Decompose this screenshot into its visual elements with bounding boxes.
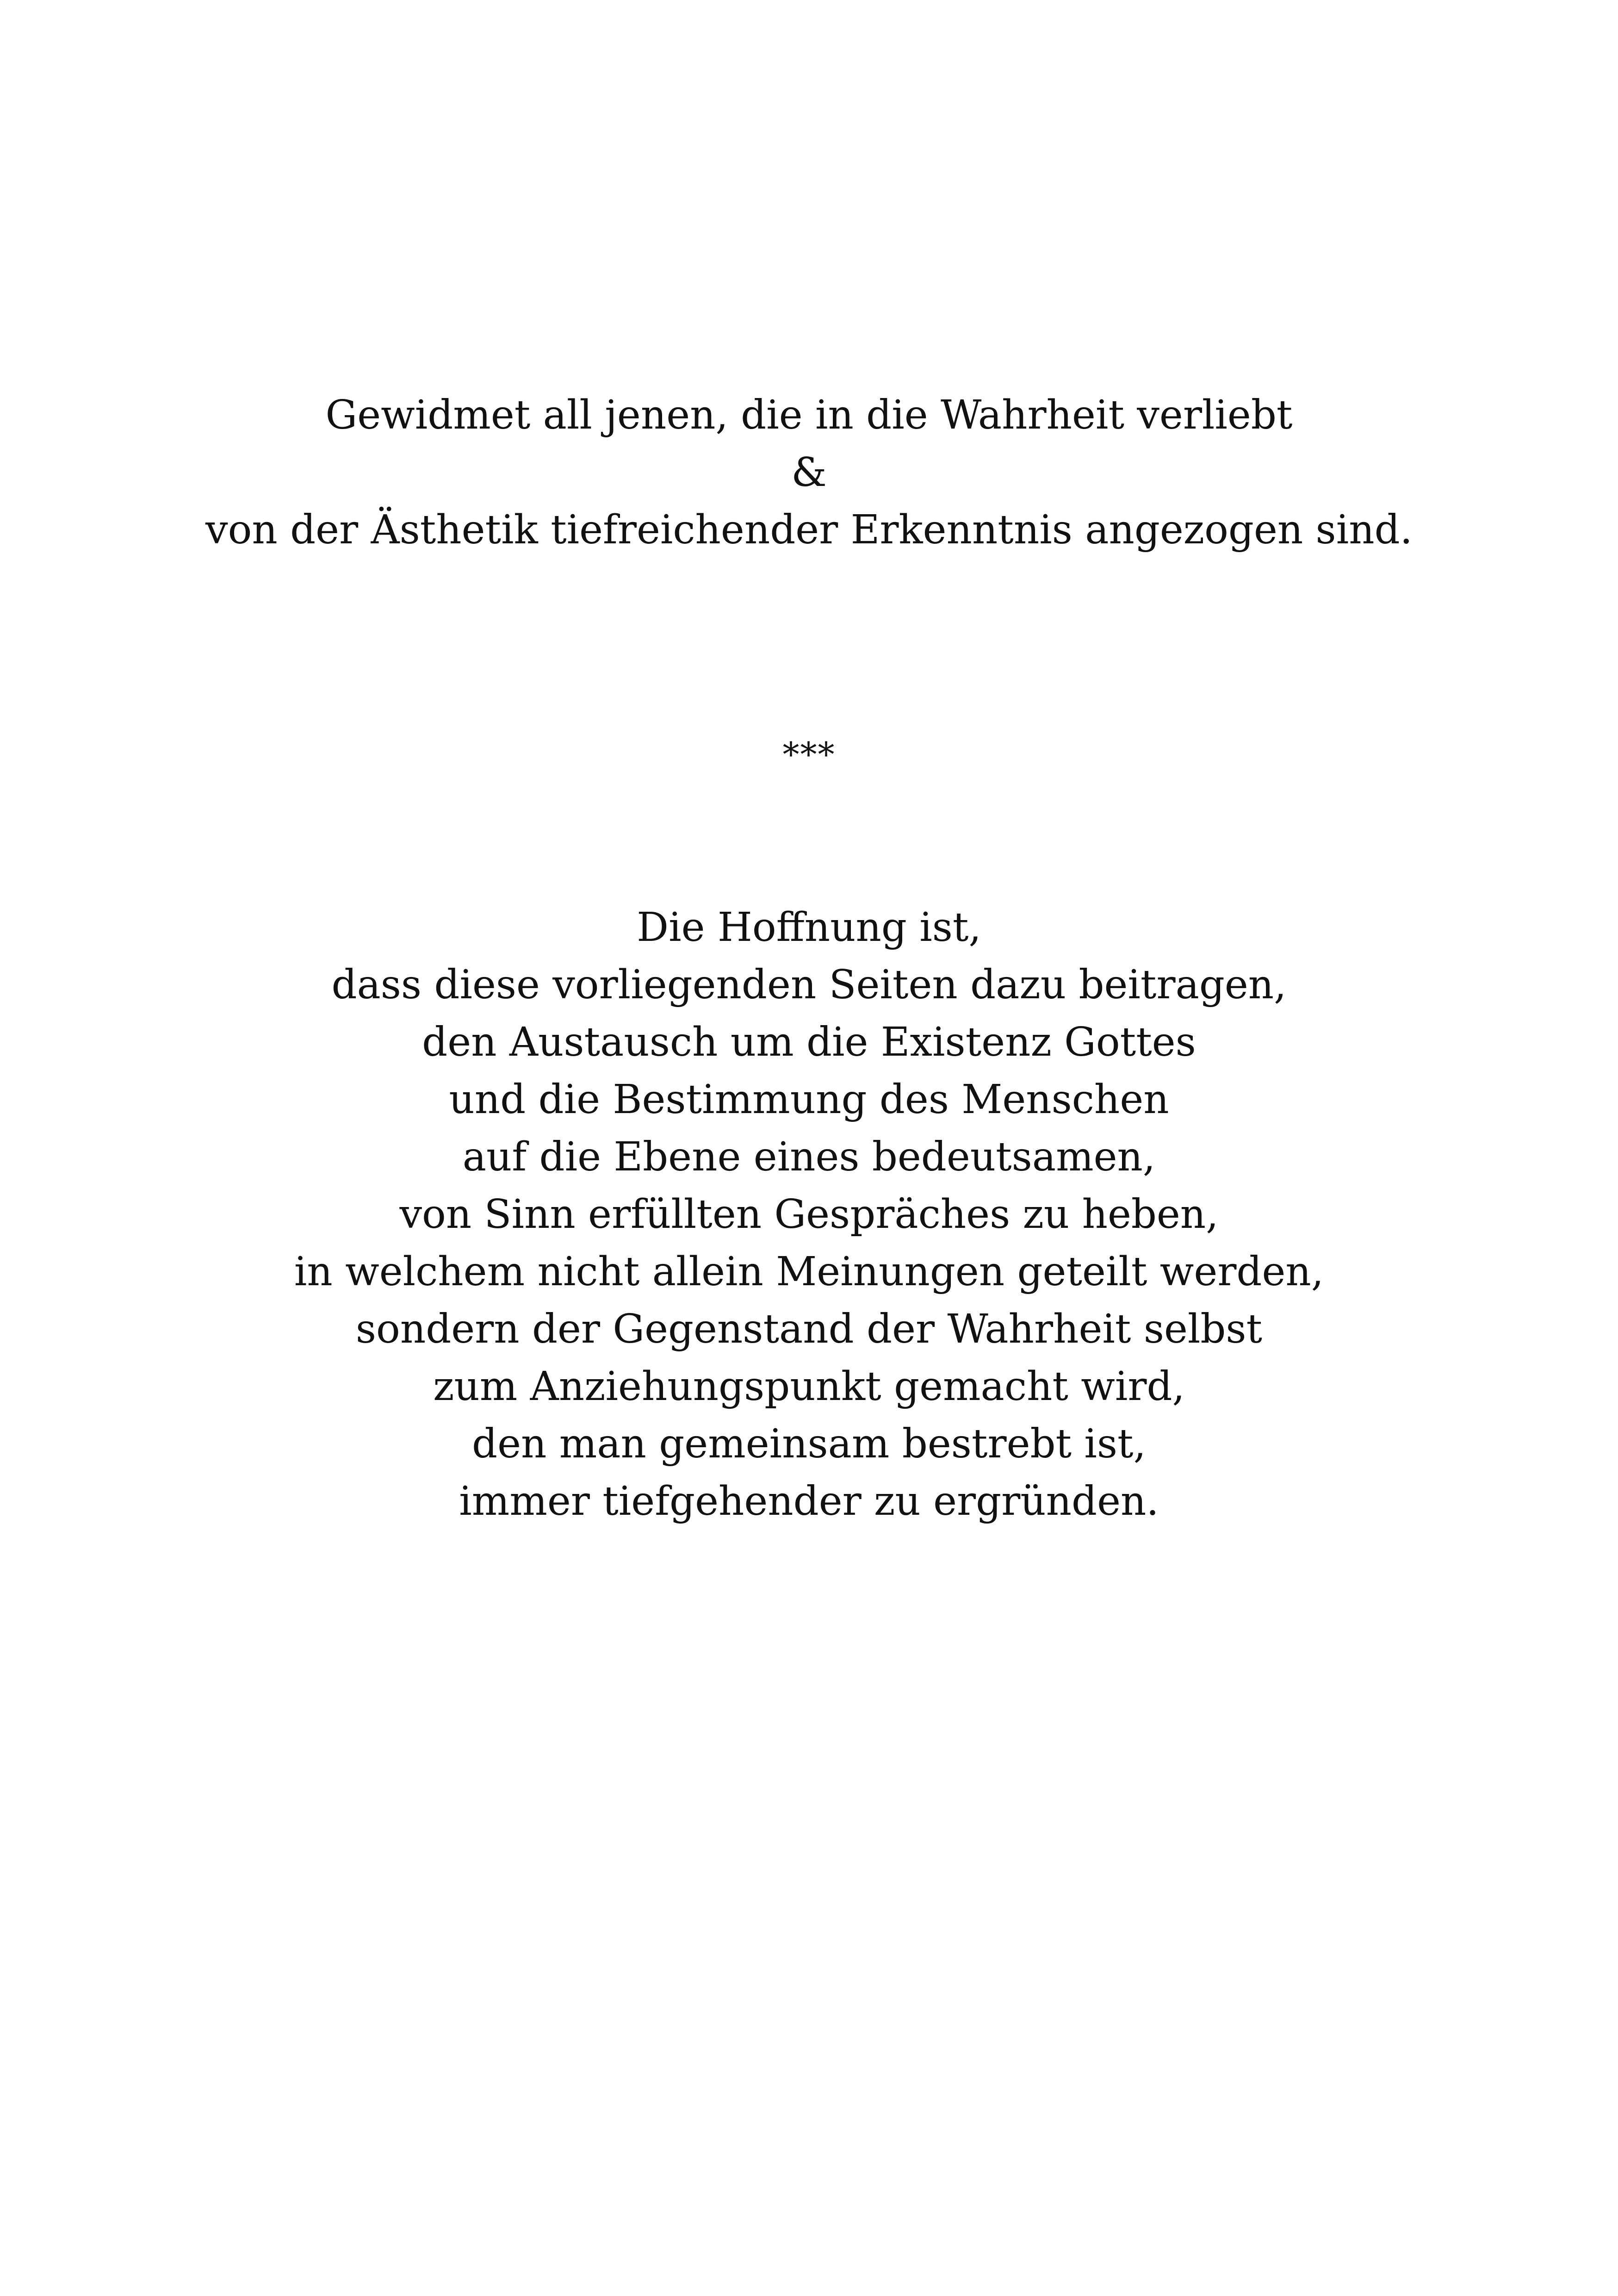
dedication-line: von der Ästhetik tiefreichender Erkenntnis angezogen sind.	[205, 507, 1413, 553]
dedication-ampersand: &	[791, 449, 827, 496]
section-separator: ***	[782, 735, 836, 774]
hope-line: sondern der Gegenstand der Wahrheit selbst	[355, 1306, 1263, 1352]
hope-line: in welchem nicht allein Meinungen geteilt werden,	[294, 1249, 1324, 1295]
hope-line: von Sinn erfüllten Gespräches zu heben,	[399, 1191, 1219, 1238]
hope-paragraph	[0, 899, 1618, 1530]
hope-line: auf die Ebene eines bedeutsamen,	[462, 1134, 1156, 1180]
hope-line: den man gemeinsam bestrebt ist,	[472, 1421, 1146, 1467]
hope-line: dass diese vorliegenden Seiten dazu beitragen,	[331, 962, 1287, 1008]
dedication-block	[0, 386, 1618, 559]
hope-line: zum Anziehungspunkt gemacht wird,	[433, 1363, 1185, 1410]
hope-line: Die Hoffnung ist,	[637, 904, 981, 951]
hope-line: immer tiefgehender zu ergründen.	[459, 1478, 1159, 1524]
hope-line: und die Bestimmung des Menschen	[449, 1076, 1169, 1123]
hope-line: den Austausch um die Existenz Gottes	[422, 1019, 1196, 1065]
dedication-line: Gewidmet all jenen, die in die Wahrheit verliebt	[325, 392, 1293, 438]
